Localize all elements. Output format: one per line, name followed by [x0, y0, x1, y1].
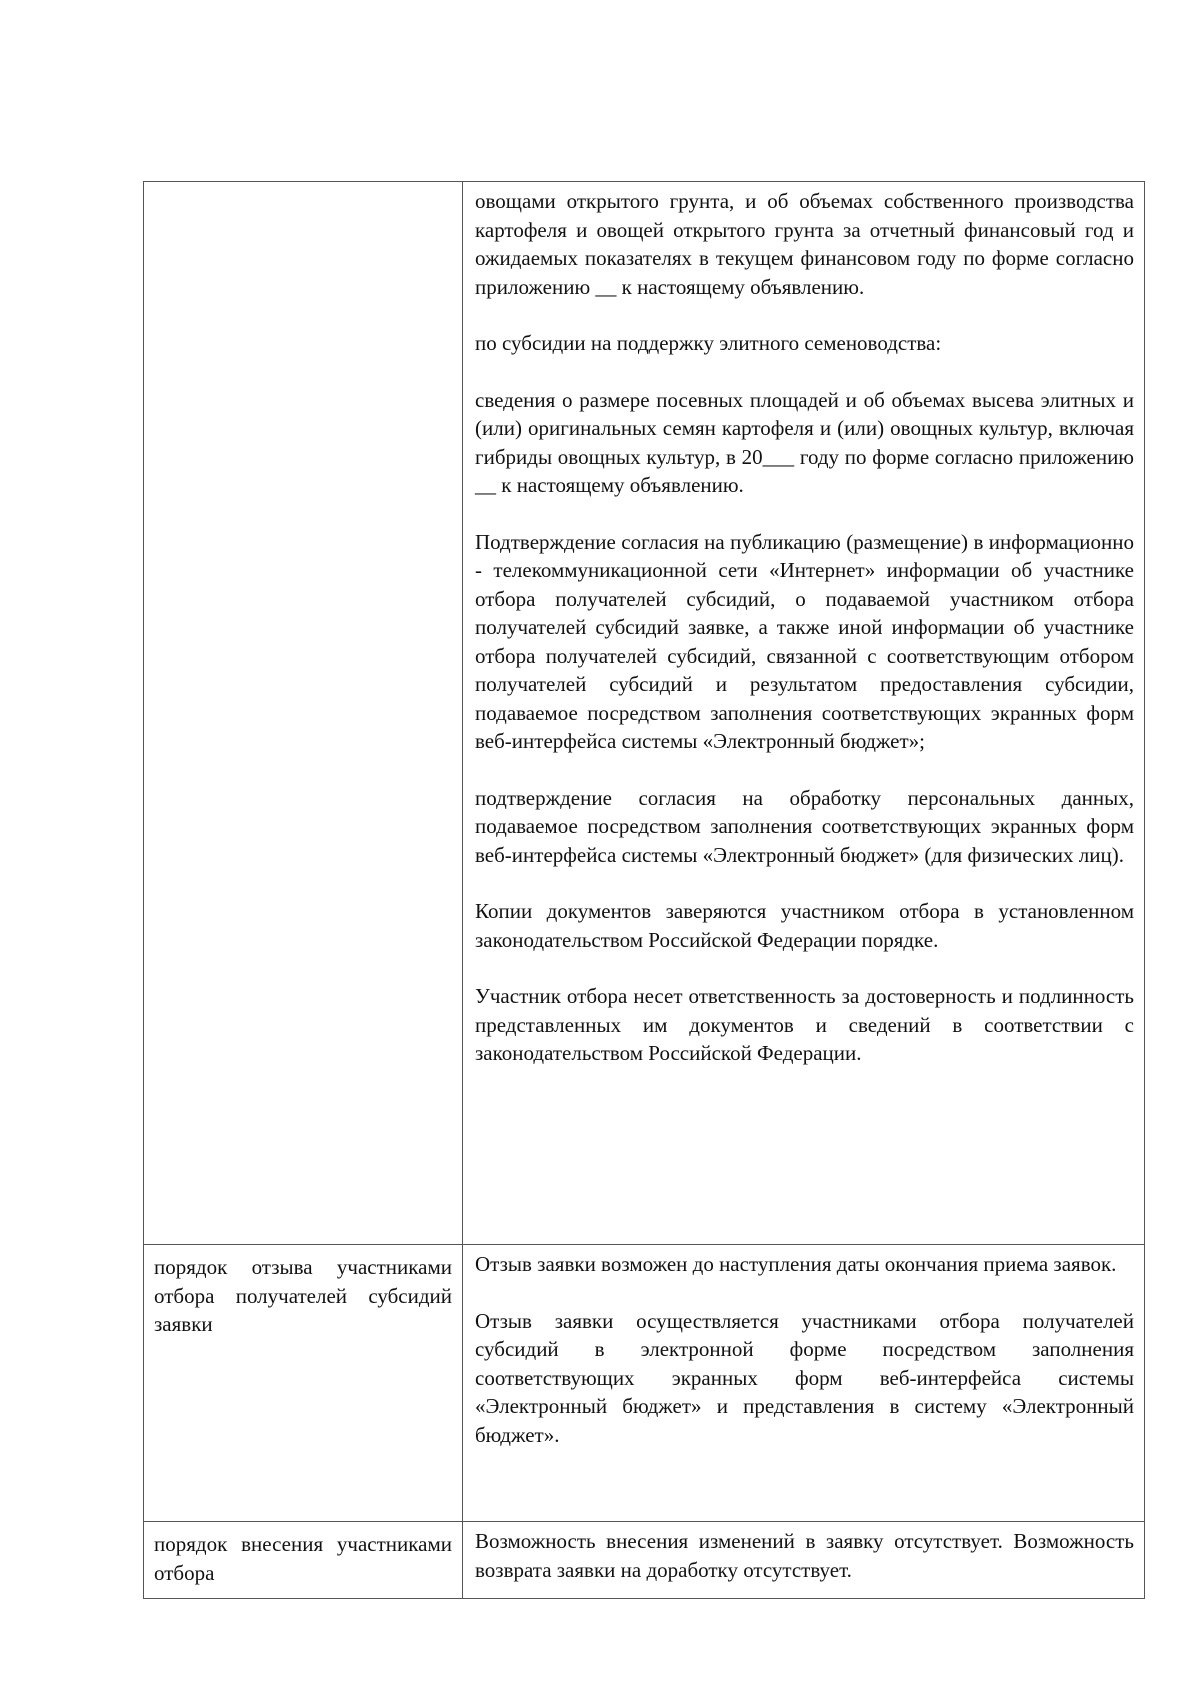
paragraph: подтверждение согласия на обработку персональных данных, подаваемое посредством заполнения соответствующих экранных форм веб-интерфейса системы «Электронный бюджет» (для физических лиц).: [475, 785, 1134, 867]
row-label: порядок внесения участниками отбора: [154, 1532, 452, 1585]
table-cell-label: [144, 182, 463, 1245]
table-cell-content: [463, 1245, 1145, 1522]
table-cell-label: [144, 1245, 463, 1522]
table-row: [144, 1522, 1145, 1599]
table-row: [144, 182, 1145, 1245]
table-cell-content: [463, 182, 1145, 1245]
requirements-table: [143, 181, 1145, 1599]
paragraph: Возможность внесения изменений в заявку отсутствует. Возможность возврата заявки на доработку отсутствует.: [475, 1529, 1134, 1582]
table-row: [144, 1245, 1145, 1522]
paragraph: по субсидии на поддержку элитного семеноводства:: [475, 331, 942, 355]
paragraph: овощами открытого грунта, и об объемах собственного производства картофеля и овощей открытого грунта за отчетный финансовый год и ожидаемых показателях в текущем финансовом году по форме согласно приложению __ к настоящему объявлению.: [475, 189, 1134, 299]
paragraph: Участник отбора несет ответственность за достоверность и подлинность представленных им документов и сведений в соответствии с законодательством Российской Федерации.: [475, 984, 1134, 1065]
paragraph: Копии документов заверяются участником отбора в установленном законодательством Российской Федерации порядке.: [475, 899, 1134, 952]
paragraph: Подтверждение согласия на публикацию (размещение) в информационно - телекоммуникационной сети «Интернет» информации об участнике отбора получателей субсидий, о подаваемой участником отбора получателей субсидий заявке, а также иной информации об участнике отбора получателей субсидий, связанной с соответствующим отбором получателей субсидий и результатом предоставления субсидии, подаваемое посредством заполнения соответствующих экранных форм веб-интерфейса системы «Электронный бюджет»;: [475, 529, 1134, 753]
paragraph: сведения о размере посевных площадей и об объемах высева элитных и (или) оригинальных семян картофеля и (или) овощных культур, включая гибриды овощных культур, в 20___ году по форме согласно приложению __ к настоящему объявлению.: [475, 387, 1134, 497]
paragraph: Отзыв заявки возможен до наступления даты окончания приема заявок.: [475, 1252, 1117, 1276]
table-cell-label: [144, 1522, 463, 1599]
row-label: порядок отзыва участниками отбора получателей субсидий заявки: [154, 1255, 452, 1336]
paragraph: Отзыв заявки осуществляется участниками отбора получателей субсидий в электронной форме посредством заполнения соответствующих экранных форм веб-интерфейса системы «Электронный бюджет» и представления в систему «Электронный бюджет».: [475, 1308, 1134, 1447]
table-cell-content: [463, 1522, 1145, 1599]
